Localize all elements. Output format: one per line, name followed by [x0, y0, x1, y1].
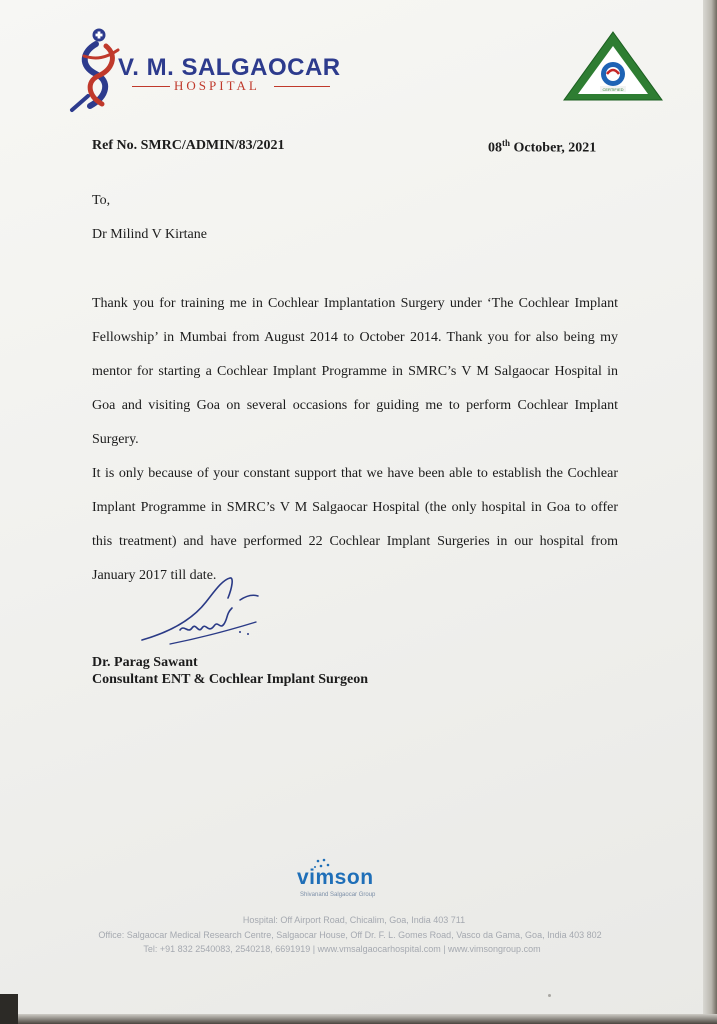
subtitle-rule-right: [274, 86, 330, 87]
quality-care-certified-badge-icon: [562, 30, 664, 102]
background-corner: [0, 994, 18, 1024]
signer-title: Consultant ENT & Cochlear Implant Surgeon: [92, 672, 369, 687]
subtitle-rule-left: [132, 86, 170, 87]
body-paragraph-1: Thank you for training me in Cochlear Implantation Surgery under ‘The Cochlear Implant Fellowship’ in Mumbai from August 2014 to October 2014. Thank you for also being my mentor for starting a Cochlear Implant Programme in SMRC’s V M Salgaocar Hospital in Goa and visiting Goa on several occasions for guiding me to perform Cochlear Implant Surgery.: [92, 296, 618, 447]
date-day: 08: [488, 140, 502, 156]
signer-name: Dr. Parag Sawant: [92, 655, 198, 670]
salutation: To,: [92, 193, 111, 208]
svg-text:CERTIFIED: CERTIFIED: [602, 87, 624, 92]
footer-contact: Tel: +91 832 2540083, 2540218, 6691919 | www.vmsalgaocarhospital.com | www.vimsongroup.com: [143, 944, 541, 954]
recipient-name: Dr Milind V Kirtane: [92, 227, 207, 242]
footer-office-address: Office: Salgaocar Medical Research Centre, Salgaocar House, Off Dr. F. L. Gomes Road, Vasco da Gama, Goa, India 403 802: [98, 930, 602, 940]
letter-body: [92, 287, 618, 593]
vimson-tagline: Shivanand Salgaocar Group: [300, 892, 376, 898]
footer-hospital-address: Hospital: Off Airport Road, Chicalim, Goa, India 403 711: [242, 915, 466, 925]
handwritten-signature: [140, 574, 270, 652]
hospital-subtitle: HOSPITAL: [174, 78, 260, 93]
hospital-name: V. M. SALGAOCAR: [118, 54, 341, 81]
date-month-year: October, 2021: [510, 140, 597, 156]
page-edge-right: [703, 0, 717, 1024]
letter-date: [488, 138, 596, 157]
vimson-logo: vimson: [297, 866, 374, 889]
hospital-subtitle-block: [132, 78, 332, 96]
paper-speck: [548, 994, 551, 997]
page-edge-bottom: [0, 1014, 717, 1024]
reference-number: Ref No. SMRC/ADMIN/83/2021: [92, 138, 285, 153]
body-paragraph-2: It is only because of your constant support that we have been able to establish the Cochlear Implant Programme in SMRC’s V M Salgaocar Hospital (the only hospital in Goa to offer this treatment) and have performed 22 Cochlear Implant Surgeries in our hospital from January 2017 till date.: [92, 466, 618, 583]
date-suffix: th: [502, 138, 511, 148]
